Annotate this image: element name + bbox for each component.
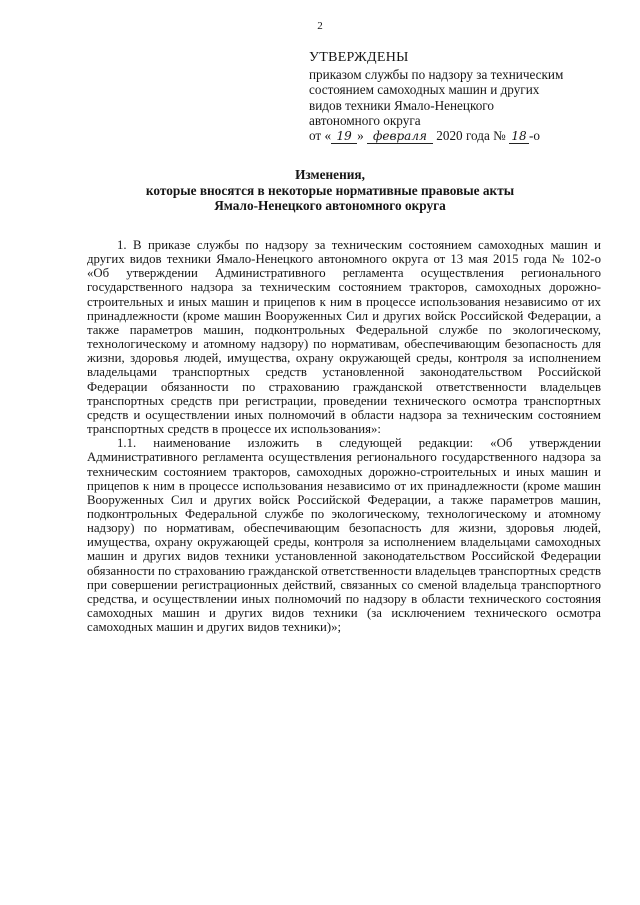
date-mid: » [357,128,364,144]
date-month-handwritten: февраля [367,130,433,144]
approval-heading: УТВЕРЖДЕНЫ [309,50,409,65]
approval-block [309,50,609,144]
document-title [60,167,600,214]
date-year: 2020 года № [436,128,506,144]
paragraph: 1.1. наименование изложить в следующей редакции: «Об утверждении Административного регламента осуществления регионального государственного надзора за техническим состоянием тракторов, самоходных дорожно-строительных и иных машин и прицепов к ним в процессе использования независимо от их принадлежности (кроме машин Вооруженных Сил и других войск Российской Федерации, а также параметров машин, подконтрольных Федеральной службе по экологическому, технологическому и атомному надзору) по нормативам, обеспечивающим безопасность для жизни, здоровья людей, имущества, охрану окружающей среды, контроля за исполнением владельцами самоходных машин и других видов техники установленной законодательством Российской Федерации обязанности по страхованию гражданской ответственности владельцев транспортных средств при совершении регистрационных действий, связанных со сменой владельца транспортного средства, и осуществлении иных полномочий по надзору в области технического состояния самоходных машин и других видов техники (за исключением технического осмотра самоходных машин и других видов техники)»; [87,436,601,635]
approval-line: приказом службы по надзору за техническим [309,67,564,83]
date-day-handwritten: 19 [331,130,357,144]
approval-line: автономного округа [309,112,421,128]
approval-date-line [309,128,609,144]
page-number: 2 [317,20,323,32]
order-number-handwritten: 18 [509,130,529,144]
approval-line: видов техники Ямало-Ненецкого [309,97,494,113]
paragraph: 1. В приказе службы по надзору за техническим состоянием самоходных машин и других видов техники Ямало-Ненецкого автономного округа от 13 мая 2015 года № 102-о «Об утверждении Административного регламента осуществления регионального государственного надзора за техническим состоянием тракторов, самоходных дорожно-строительных и иных машин и прицепов к ним в процессе использования независимо от их принадлежности (кроме машин Вооруженных Сил и других войск Российской Федерации, а также параметров машин, подконтрольных Федеральной службе по экологическому, технологическому и атомному надзору) по нормативам, обеспечивающим безопасность для жизни, здоровья людей, имущества, охрану окружающей среды, контроля за исполнением владельцами транспортных средств установленной законодательством Российской Федерации обязанности по страхованию гражданской ответственности владельцев транспортных средств при регистрации, проведении технического осмотра транспортных средств и осуществлении иных полномочий в области надзора за техническим состоянием транспортных средств в процессе их использования»: [87,238,601,437]
order-number-suffix: -о [528,128,540,144]
document-body [87,238,601,634]
title-line: Ямало-Ненецкого автономного округа [214,198,446,213]
approval-line: состоянием самоходных машин и других [309,82,540,98]
title-line: которые вносятся в некоторые нормативные правовые акты [145,182,515,198]
date-prefix: от « [309,128,332,144]
title-line: Изменения, [295,167,365,182]
